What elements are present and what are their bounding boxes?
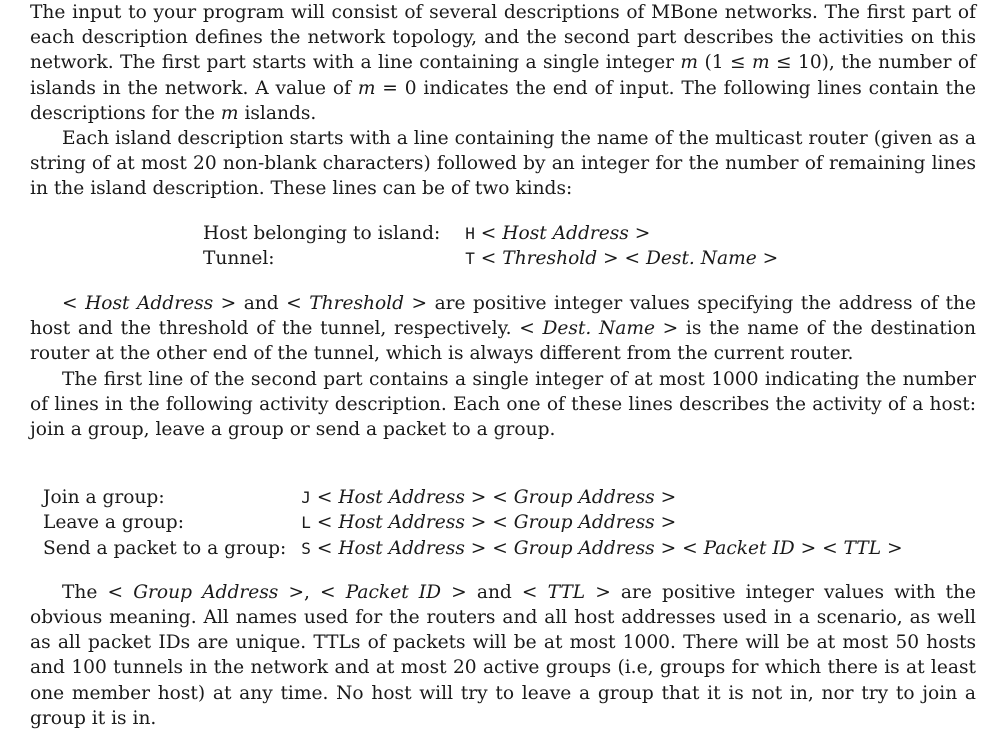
row-label: Tunnel: bbox=[203, 247, 275, 269]
command-code: H bbox=[465, 223, 475, 243]
text-run: > and < bbox=[213, 293, 310, 315]
text-run: (1 ≤ bbox=[698, 52, 752, 74]
command-code: T bbox=[465, 248, 475, 268]
row-syntax bbox=[465, 246, 778, 271]
syntax-text: < Host Address > < Group Address > < Packet ID > < TTL > bbox=[316, 537, 903, 559]
math-term: TTL bbox=[547, 581, 586, 603]
row-label: Leave a group: bbox=[43, 512, 184, 534]
text-run: The input to your program will consist of several descriptions of MBone networks. The first part of each description defines the network topology, and the second part describes the activities on this network. The first part starts with a line containing a single integer bbox=[30, 2, 976, 74]
text-run: The < bbox=[62, 581, 134, 603]
island-line-kinds-table bbox=[203, 221, 778, 271]
table-row bbox=[203, 246, 778, 271]
command-code: J bbox=[301, 488, 311, 508]
text-run: >, < bbox=[278, 581, 346, 603]
row-syntax bbox=[301, 485, 902, 510]
syntax-text: < Host Address > bbox=[480, 222, 651, 244]
row-syntax bbox=[301, 536, 902, 561]
row-syntax bbox=[465, 221, 778, 246]
text-run: islands. bbox=[238, 102, 317, 124]
math-term: Dest. Name bbox=[542, 318, 655, 340]
math-var-m: m bbox=[680, 52, 699, 74]
problem-input-description bbox=[30, 0, 976, 731]
row-label: Host belonging to island: bbox=[203, 222, 441, 244]
paragraph-input-overview bbox=[30, 0, 976, 126]
math-var-m: m bbox=[220, 102, 239, 124]
paragraph-island-description: Each island description starts with a line containing the name of the multicast router (given as a string of at most 20 non-blank characters) followed by an integer for the number of remaining lines in the island description. These lines can be of two kinds: bbox=[30, 128, 976, 200]
command-code: L bbox=[301, 513, 311, 533]
math-term: Threshold bbox=[309, 293, 405, 315]
table-row bbox=[203, 221, 778, 246]
table-row bbox=[43, 485, 903, 510]
math-term: Packet ID bbox=[345, 581, 442, 603]
text-run: > is the name of the destination router at the other end of the tunnel, which is always different from the current router. bbox=[30, 318, 976, 365]
table-row bbox=[43, 536, 903, 561]
math-var-m: m bbox=[751, 52, 770, 74]
text-run: ≤ 10), the number of islands in the network. A value of bbox=[30, 52, 976, 99]
math-term: Group Address bbox=[133, 581, 279, 603]
text-run: > are positive integer values specifying the address of the host and the threshold of the tunnel, respectively. < bbox=[30, 293, 976, 340]
command-code: S bbox=[301, 538, 311, 558]
text-run: > and < bbox=[441, 581, 548, 603]
math-var-m: m bbox=[357, 77, 376, 99]
activity-kinds-table bbox=[43, 485, 903, 561]
row-label: Join a group: bbox=[43, 487, 165, 509]
text-run: < bbox=[62, 293, 86, 315]
syntax-text: < Host Address > < Group Address > bbox=[316, 512, 677, 534]
paragraph-field-meanings bbox=[30, 291, 976, 367]
text-run: > are positive integer values with the obvious meaning. All names used for the routers and all host addresses used in a scenario, as well as all packet IDs are unique. TTLs of packets will be at most 1000. There will be at most 50 hosts and 100 tunnels in the network and at most 20 active groups (i.e, groups for which there is at least one member host) at any time. No host will try to leave a group that it is not in, nor try to join a group it is in. bbox=[30, 581, 976, 729]
syntax-text: < Host Address > < Group Address > bbox=[316, 487, 677, 509]
paragraph-activity-intro: The first line of the second part contains a single integer of at most 1000 indicating the number of lines in the following activity description. Each one of these lines describes the activity of a host: join a group, leave a group or send a packet to a group. bbox=[30, 368, 976, 441]
row-label: Send a packet to a group: bbox=[43, 537, 287, 559]
table-row bbox=[43, 510, 903, 535]
math-term: Host Address bbox=[85, 293, 214, 315]
paragraph-constraints bbox=[30, 580, 976, 731]
row-syntax bbox=[301, 510, 902, 535]
text-run: = 0 indicates the end of input. The following lines contain the descriptions for the bbox=[30, 77, 976, 124]
syntax-text: < Threshold > < Dest. Name > bbox=[480, 247, 779, 269]
